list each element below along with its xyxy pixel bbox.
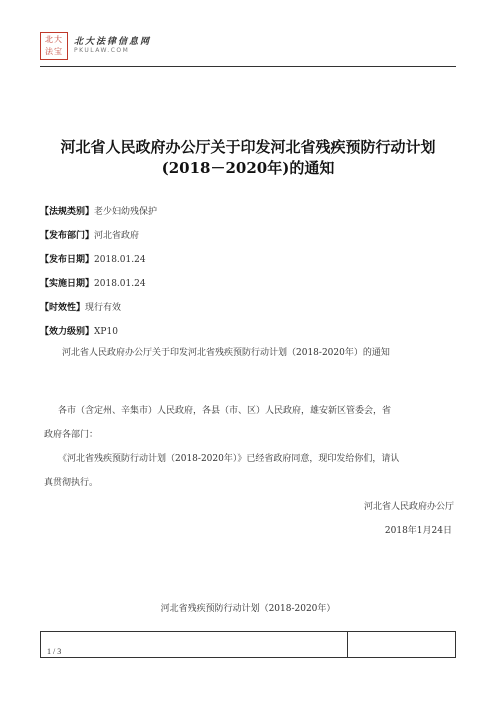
meta-value: 现行有效: [85, 303, 122, 313]
meta-value: XP10: [94, 327, 118, 337]
meta-label: 【效力级别】: [40, 327, 95, 337]
meta-category: [40, 204, 157, 217]
brand-url: PKULAW.COM: [74, 47, 130, 54]
logo-text: 北大法宝: [45, 35, 63, 56]
meta-value: 老少妇幼残保护: [94, 207, 158, 217]
body-line-2: 真贯彻执行。: [44, 478, 99, 488]
meta-label: 【法规类别】: [40, 207, 95, 217]
meta-label: 【实施日期】: [40, 279, 95, 289]
notice-subtitle: 河北省人民政府办公厅关于印发河北省残疾预防行动计划（2018-2020年）的通知: [62, 348, 390, 358]
signature: 河北省人民政府办公厅: [363, 502, 454, 512]
footer-box: [40, 631, 456, 658]
meta-publish-date: [40, 252, 146, 265]
document-title: [40, 137, 456, 179]
attachment-title: 河北省残疾预防行动计划（2018-2020年）: [160, 604, 336, 614]
meta-label: 【时效性】: [40, 303, 86, 313]
brand-name: 北大法律信息网: [74, 37, 152, 47]
meta-label: 【发布日期】: [40, 255, 95, 265]
signature-date: 2018年1月24日: [384, 526, 452, 536]
page-indicator: 1 / 3: [47, 647, 62, 656]
meta-label: 【发布部门】: [40, 231, 95, 241]
body-line-1: 《河北省残疾预防行动计划（2018-2020年）》已经省政府同意，现印发给你们，请认: [58, 454, 400, 464]
footer-divider: [347, 632, 348, 657]
pkulaw-logo: [40, 32, 68, 60]
addressee-line-1: 各市（含定州、辛集市）人民政府，各县（市、区）人民政府，雄安新区管委会，省: [58, 406, 392, 416]
meta-level: [40, 324, 118, 337]
meta-effective-date: [40, 276, 146, 289]
meta-value: 2018.01.24: [94, 255, 146, 265]
meta-validity: [40, 300, 121, 313]
title-line-2: (2018－2020年)的通知: [161, 159, 335, 177]
header-divider: [40, 66, 456, 67]
meta-value: 2018.01.24: [94, 279, 146, 289]
site-header: [40, 30, 460, 64]
addressee-line-2: 政府各部门：: [44, 430, 99, 440]
title-line-1: 河北省人民政府办公厅关于印发河北省残疾预防行动计划: [60, 138, 436, 156]
meta-department: [40, 228, 139, 241]
meta-value: 河北省政府: [94, 231, 140, 241]
